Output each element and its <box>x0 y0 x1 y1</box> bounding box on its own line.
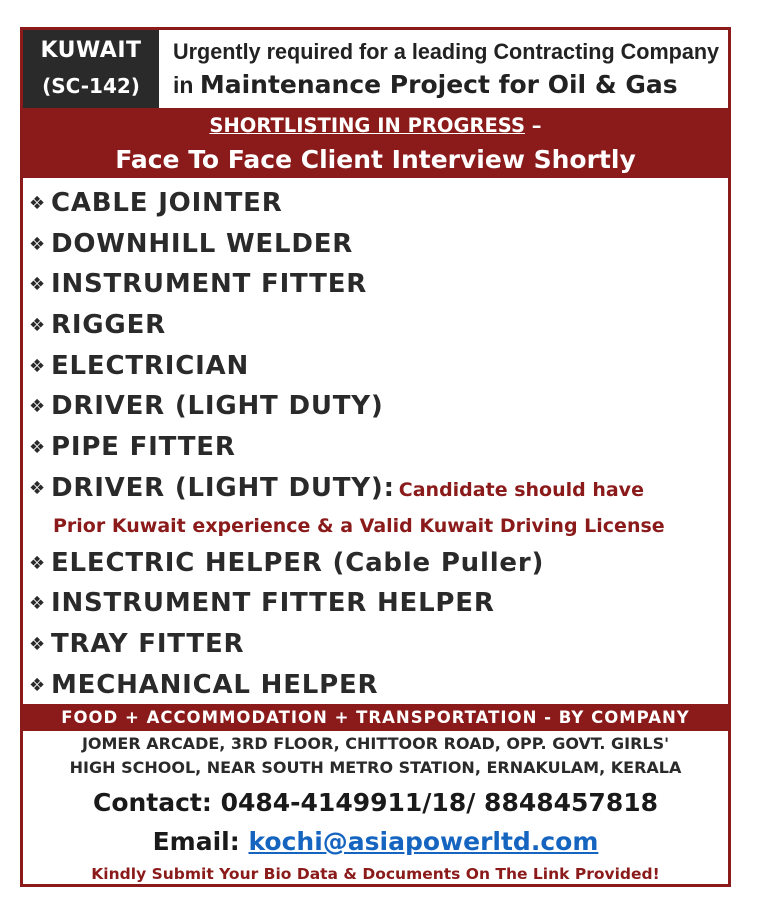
diamond-bullet-icon: ❖ <box>29 593 46 615</box>
job-title: ELECTRICIAN <box>51 350 250 381</box>
shortlisting-dash: – <box>525 114 542 137</box>
diamond-bullet-icon: ❖ <box>29 396 46 418</box>
driver-requirement-detail: Prior Kuwait experience & a Valid Kuwait Driving License <box>53 514 665 537</box>
job-item <box>29 386 729 427</box>
job-item <box>29 346 729 387</box>
interview-notice: Face To Face Client Interview Shortly <box>115 145 636 174</box>
job-title: DRIVER (LIGHT DUTY): <box>51 472 395 503</box>
diamond-bullet-icon: ❖ <box>29 633 46 655</box>
diamond-bullet-icon: ❖ <box>29 674 46 696</box>
diamond-bullet-icon: ❖ <box>29 233 46 255</box>
job-item <box>29 543 729 584</box>
headline-line2 <box>173 68 728 102</box>
contact-email <box>23 824 728 860</box>
job-title: INSTRUMENT FITTER <box>51 269 368 300</box>
headline <box>173 36 728 102</box>
job-title: RIGGER <box>51 310 166 341</box>
country-box <box>23 30 159 108</box>
shortlisting-text: SHORTLISTING IN PROGRESS <box>209 114 526 137</box>
job-item <box>29 264 729 305</box>
job-list <box>29 183 729 705</box>
diamond-bullet-icon: ❖ <box>29 315 46 337</box>
job-title: PIPE FITTER <box>51 432 236 463</box>
office-address <box>23 732 728 780</box>
job-title: ELECTRIC HELPER (Cable Puller) <box>51 547 545 578</box>
headline-line2-prefix: in <box>173 72 200 98</box>
job-item <box>29 427 729 468</box>
job-advert <box>20 27 731 887</box>
shortlisting-status <box>23 114 728 137</box>
job-title: MECHANICAL HELPER <box>51 669 379 700</box>
advert-header <box>23 30 728 108</box>
job-title: CABLE JOINTER <box>51 188 283 218</box>
diamond-bullet-icon: ❖ <box>29 477 46 499</box>
address-line1: JOMER ARCADE, 3RD FLOOR, CHITTOOR ROAD, OPP. GOVT. GIRLS' <box>81 734 670 753</box>
email-label: Email: <box>152 827 249 856</box>
job-title: DRIVER (LIGHT DUTY) <box>51 391 384 422</box>
driver-requirement-note: Candidate should have <box>398 478 644 501</box>
diamond-bullet-icon: ❖ <box>29 552 46 574</box>
job-title: TRAY FITTER <box>51 628 245 659</box>
job-item <box>29 305 729 346</box>
diamond-bullet-icon: ❖ <box>29 274 46 296</box>
contact-phone: Contact: 0484-4149911/18/ 8848457818 <box>92 788 659 817</box>
job-title: INSTRUMENT FITTER HELPER <box>51 588 495 619</box>
job-item <box>29 224 729 265</box>
job-item <box>29 468 729 509</box>
diamond-bullet-icon: ❖ <box>29 193 46 214</box>
country-name: KUWAIT <box>40 38 142 63</box>
benefits-banner: FOOD + ACCOMMODATION + TRANSPORTATION - BY COMPANY <box>23 704 728 731</box>
job-title: DOWNHILL WELDER <box>51 228 354 259</box>
job-item <box>29 624 729 665</box>
job-item <box>29 665 729 706</box>
headline-line1: Urgently required for a leading Contracting Company <box>173 39 720 64</box>
job-item <box>29 583 729 624</box>
address-line2: HIGH SCHOOL, NEAR SOUTH METRO STATION, ERNAKULAM, KERALA <box>69 758 682 777</box>
status-banner <box>23 108 728 178</box>
project-title: Maintenance Project for Oil & Gas <box>199 70 678 99</box>
email-link[interactable]: kochi@asiapowerltd.com <box>248 827 599 856</box>
job-item <box>29 183 729 224</box>
submit-instruction: Kindly Submit Your Bio Data & Documents On The Link Provided! <box>91 865 660 883</box>
diamond-bullet-icon: ❖ <box>29 355 46 377</box>
reference-code: (SC-142) <box>42 74 140 98</box>
diamond-bullet-icon: ❖ <box>29 437 46 459</box>
